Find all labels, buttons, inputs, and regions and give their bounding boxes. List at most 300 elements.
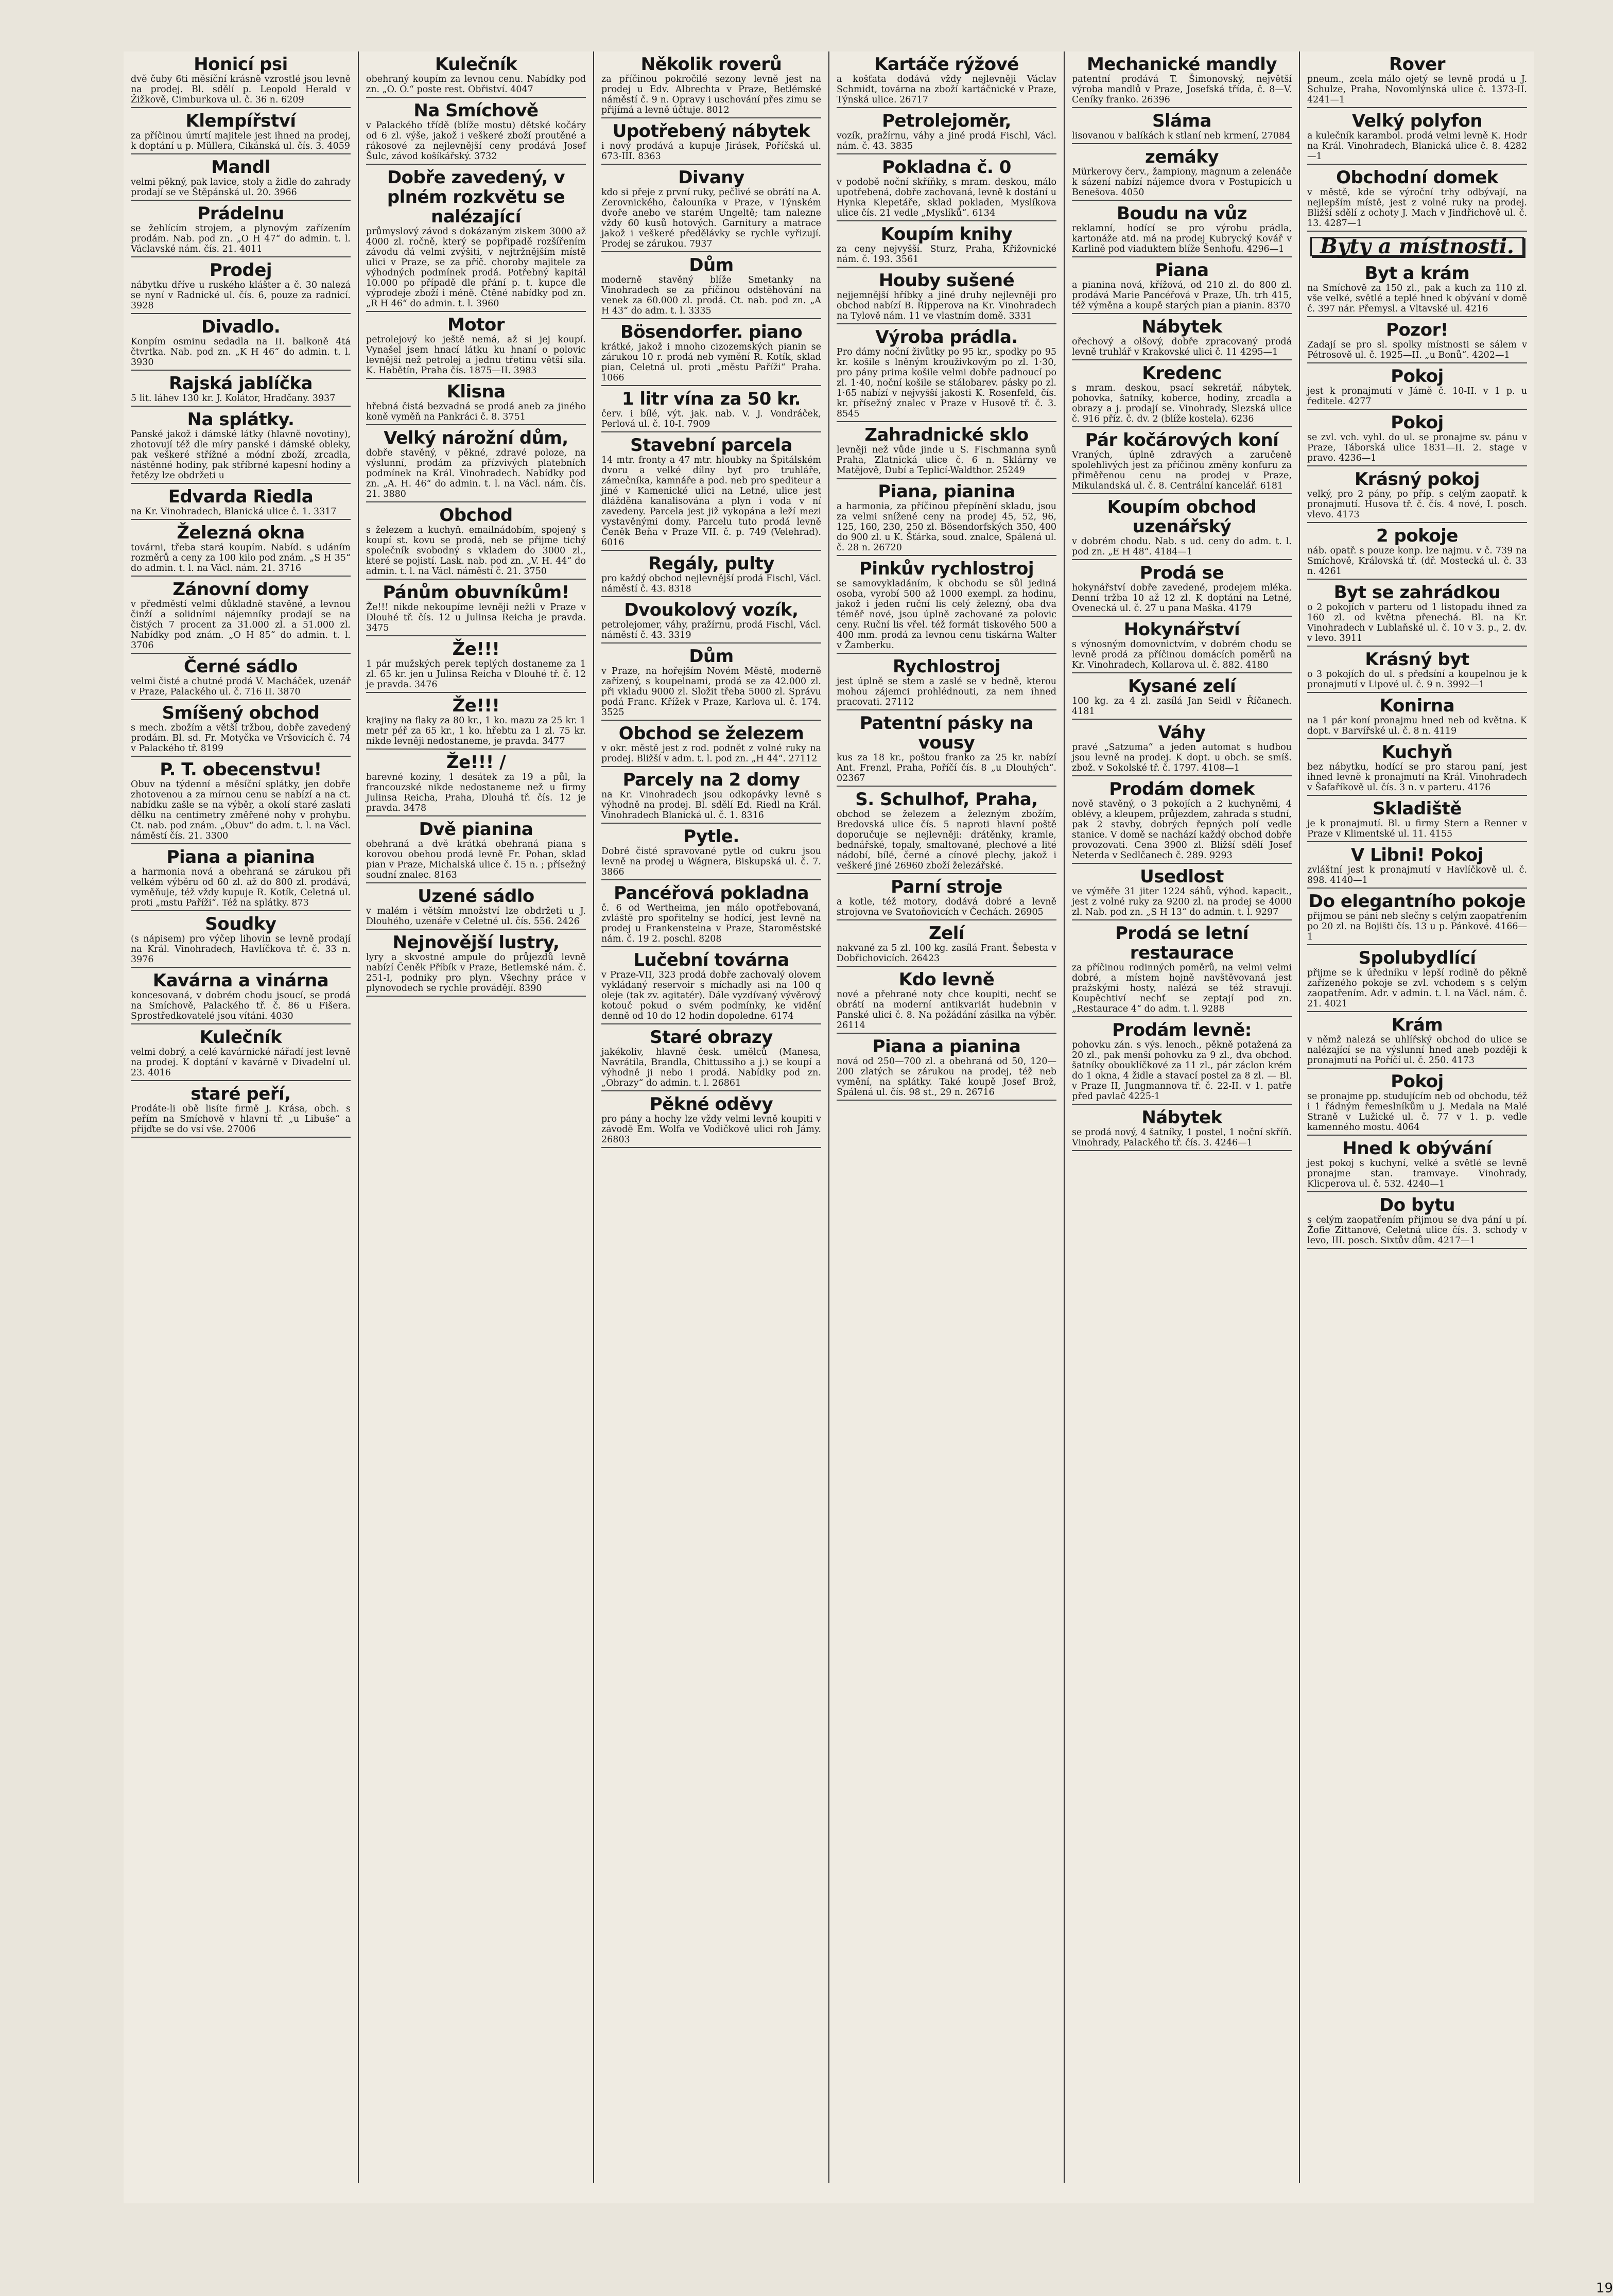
ad-title: Upotřebený nábytek <box>612 121 810 142</box>
ad-body: krátké, jakož i mnoho cizozemských pianin se zárukou 10 r. prodá neb vymění R. Kotík, sklad pian, Celetná ul. proti „městu Paříži“ Praha. 1066 <box>601 342 821 383</box>
classified-ad <box>366 639 586 693</box>
classified-ad <box>1072 317 1292 360</box>
ad-title: Pytle. <box>683 826 739 847</box>
ad-body: je k pronajmutí. Bl. u firmy Stern a Renner v Praze v Klimentské ul. 11. 4155 <box>1307 819 1527 839</box>
ad-separator <box>131 653 351 654</box>
ad-separator <box>1072 426 1292 427</box>
ad-separator <box>131 200 351 201</box>
ad-separator <box>1072 359 1292 360</box>
ad-title: Prodám levně: <box>1112 1020 1252 1040</box>
classified-ad <box>837 271 1056 324</box>
ad-title: Pinkův rychlostroj <box>859 559 1034 579</box>
ad-separator <box>366 311 586 312</box>
classified-ad <box>601 55 821 118</box>
ad-separator <box>366 501 586 502</box>
ad-title: Smíšený obchod <box>162 703 320 723</box>
ad-body: Konpím osminu sedadla na II. balkoně 4tá čtvrtka. Nab. pod zn. „K H 46“ do admin. t. l. 3930 <box>131 337 351 368</box>
ad-separator <box>131 256 351 257</box>
ad-separator <box>1307 795 1527 796</box>
ad-separator <box>601 117 821 118</box>
ad-separator <box>366 815 586 816</box>
classified-ad <box>1307 526 1527 580</box>
ad-title: Kysané zelí <box>1128 676 1236 697</box>
ad-separator <box>837 966 1056 967</box>
ad-title: Zelí <box>928 923 965 944</box>
classified-ad <box>1072 676 1292 720</box>
ad-separator <box>837 709 1056 710</box>
ad-body: krajiny na flaky za 80 kr., 1 ko. mazu za 25 kr. 1 metr péř za 65 kr., 1 ko. hřebtu za 1 zl. 75 kr. nikde levněji nedostaneme, je pravda. 3477 <box>366 716 586 746</box>
ad-separator <box>601 946 821 947</box>
ad-body: v Praze-VII, 323 prodá dobře zachovalý olovem vykládaný reservoir s míchadly asi na 100 q oleje (tak zv. agitatér). Dále vyzdívaný vývěrový kotouč pokud o svém podmínky, ke vidění denně od 10 do 12 hodin dopoledne. 6174 <box>601 970 821 1021</box>
ad-title: Kdo levně <box>898 969 995 990</box>
ad-body: kdo si přeje z první ruky, pečlivé se obrátí na A. Zerovnického, čalouníka v Praze, v Týnském dvoře anebo ve starém Ungeltě; tam nalezne vždy 60 kusů hotových. Garnitury a matrace jakož i veškeré předělávky se rychle vyřizují. Prodej se zárukou. 7937 <box>601 187 821 249</box>
classified-ad <box>131 260 351 314</box>
ad-body: na Kr. Vinohradech jsou odkopávky levně s výhodně na prodej. Bl. sdělí Ed. Riedl na Král. Vinohradech Blanická ul. č. 1. 8316 <box>601 790 821 821</box>
ad-title: Koupím knihy <box>880 224 1013 245</box>
ad-body: za příčinou pokročilé sezony levně jest na prodej u Edv. Albrechta v Praze, Betlémské náměstí č. 9 n. Opravy i uschování přes zimu se přijímá a levně účtuje. 8012 <box>601 74 821 115</box>
ad-separator <box>131 1023 351 1024</box>
classified-ad <box>1072 723 1292 776</box>
ad-separator <box>1072 616 1292 617</box>
ad-title: Hned k obývání <box>1342 1138 1492 1159</box>
classified-ad <box>366 168 586 312</box>
ad-title: Kulečník <box>199 1027 282 1048</box>
ad-body: pohovku zán. s výs. lenoch., pěkně potažená za 20 zl., pak menší pohovku za 9 zl., dva obchod. šatníky obouklíčkové za 11 zl., pár záclon krém do 1 okna, 4 židle a stavací postel za 8 zl. — Bl. v Praze II, Jungmannova tř. č. 22-II. v 1. patře před pavlač 4225-1 <box>1072 1040 1292 1102</box>
ad-body: obehraná a dvě krátká obehraná piana s korovou obehou prodá levně Fr. Pohan, sklad pian v Praze, Michalská ulice č. 15 n. ; přísežný soudní znalec. 8163 <box>366 839 586 880</box>
ad-title: Houby sušené <box>878 270 1015 291</box>
ad-title: Pár kočárových koní <box>1085 430 1279 450</box>
ad-body: nakvané za 5 zl. 100 kg. zasílá Frant. Šebesta v Dobřichovicích. 26423 <box>837 943 1056 964</box>
ad-title: Prodá se <box>1139 563 1224 583</box>
classified-ad <box>131 204 351 257</box>
classified-ad <box>601 389 821 432</box>
classified-ad <box>366 753 586 816</box>
ad-title: Dům <box>689 255 734 275</box>
ad-body: na Kr. Vinohradech, Blanická ulice č. 1. 3317 <box>131 507 337 517</box>
ad-separator <box>366 97 586 98</box>
ad-title: Prodej <box>209 260 272 281</box>
ad-separator <box>366 378 586 379</box>
ad-title: Pokoj <box>1391 412 1444 433</box>
ad-body: továrni, třeba stará koupím. Nabíd. s udáním rozměrů a ceny za 100 kilo pod znám. „S H 35“ do admin. t. l. na Václ. nám. 21. 3716 <box>131 543 351 573</box>
classified-ad <box>131 580 351 654</box>
ad-body: v okr. městě jest z rod. podnět z volné ruky na prodej. Bližší v adm. t. l. pod zn. „H 44“. 27112 <box>601 743 821 764</box>
ad-title: Pokoj <box>1391 1071 1444 1092</box>
ad-separator <box>1307 522 1527 523</box>
ad-body: za ceny nejvyšší. Sturz, Praha, Křižovnické nám. č. 193. 3561 <box>837 244 1056 265</box>
ad-body: Prodáte-li obě lisíte firmě J. Krása, obch. s peřím na Smíchově v hlavní tř. „u Libuše“ a přijďte se do vsí vše. 27006 <box>131 1104 351 1135</box>
ad-separator <box>1072 672 1292 673</box>
ad-body: levněji než vůde jinde u S. Fischmanna synů Praha, Zlatnická ulice č. 6 n. Sklárny ve Matějově, Dubí a Teplicí-Waldthor. 25249 <box>837 445 1056 476</box>
ad-body: velmi dobrý, a celé kavárnické nářadí jest levně na prodej. K doptání v kavárně v Divadelní ul. 23. 4016 <box>131 1047 351 1078</box>
ad-title: Na Smíchově <box>413 100 539 121</box>
ad-body: za příčinou rodinných poměrů, na velmi velmi dobré, a místem hojně navštěvovaná jest pražskými hosty, nalézá se též stravují. Koupěchtiví nechť se zeptají pod zn. „Restaurace 4“ do adm. t. l. 9288 <box>1072 963 1292 1014</box>
ad-title: Pancéřová pokladna <box>614 883 809 903</box>
ad-separator <box>131 406 351 407</box>
ad-separator <box>1307 1011 1527 1012</box>
classified-ad <box>366 55 586 98</box>
ad-title: Obchodní domek <box>1336 167 1498 188</box>
ad-separator <box>366 164 586 165</box>
ad-body: se zvl. vch. vyhl. do ul. se pronajme sv. pánu v Praze, Táborská ulice 1831—II. 2. stage v pravo. 4236—1 <box>1307 432 1527 463</box>
ad-title: Lučební továrna <box>633 950 789 970</box>
column-4 <box>829 51 1065 2183</box>
classified-ad <box>1072 867 1292 920</box>
classified-ad <box>131 523 351 577</box>
column-1 <box>124 51 359 2183</box>
ad-title: Obchod se železem <box>618 723 804 744</box>
ad-separator <box>366 929 586 930</box>
ad-title: Dvoukolový vozík, <box>624 600 799 620</box>
ad-separator <box>837 873 1056 874</box>
ad-title: Piana a pianina <box>166 847 315 867</box>
ad-separator <box>837 478 1056 479</box>
ad-body: v Praze, na hořejším Novém Městě, moderně zařízený, s koupelnami, prodá se za 42.000 zl. při vkladu 9000 zl. Složit třeba 5000 zl. Správu podá Franc. Křížek v Praze, Karlova ul. č. 174. 3525 <box>601 666 821 718</box>
ad-body: ve výměře 31 jiter 1224 sáhů, výhod. kapacit., jest z volné ruky za 9200 zl. na prodej se 4000 zl. Nab. pod zn. „S H 13“ do admin. t. l. 9297 <box>1072 886 1292 917</box>
classified-ad <box>601 255 821 319</box>
ad-title: Klempířství <box>185 111 296 131</box>
ad-title: Konirna <box>1379 695 1455 716</box>
classified-ad <box>837 790 1056 874</box>
ad-title: Byt a krám <box>1364 263 1470 284</box>
classified-ad <box>601 770 821 824</box>
ad-separator <box>1072 107 1292 108</box>
ad-title: Kavárna a vinárna <box>152 970 329 991</box>
ad-body: jest k pronajmutí v Jámě č. 10-II. v 1 p. u ředitele. 4277 <box>1307 386 1527 407</box>
ad-separator <box>1072 200 1292 201</box>
ad-title: Divany <box>678 167 744 188</box>
classified-ad <box>601 554 821 597</box>
classified-ad <box>837 924 1056 967</box>
ad-title: Velký polyfon <box>1351 111 1483 131</box>
ad-body: červ. i bílé, výt. jak. nab. V. J. Vondráček, Perlová ul. č. 10-I. 7909 <box>601 409 821 429</box>
ad-title: Piana, pianina <box>878 481 1015 502</box>
ad-separator <box>1307 841 1527 842</box>
page-number: 19 <box>1596 2281 1613 2296</box>
ad-body: zvláštní jest k pronajmutí v Havlíčkově ul. č. 898. 4140—1 <box>1307 865 1527 885</box>
ad-body: Zadají se pro sl. spolky místnosti se sálem v Pétrosově ul. č. 1925—II. „u Bonů“. 4202—1 <box>1307 340 1527 360</box>
ad-title: Pánům obuvníkům! <box>383 582 569 603</box>
ad-body: a košťata dodává vždy nejlevněji Václav Schmidt, továrna na zboží kartáčnické v Praze, Týnská ulice. 26717 <box>837 74 1056 105</box>
ad-title: Pokladna č. 0 <box>882 157 1011 178</box>
classified-ad <box>837 559 1056 654</box>
ad-separator <box>1307 738 1527 739</box>
classified-ad <box>131 1028 351 1081</box>
ad-separator <box>131 576 351 577</box>
ad-title: 1 litr vína za 50 kr. <box>621 389 801 409</box>
classified-ad <box>601 647 821 721</box>
classified-ad <box>366 428 586 502</box>
ad-body: s mech. zbožím a větší tržbou, dobře zavedený prodám. Bl. sd. Fr. Motyčka ve Vršovicích č. 74 v Palackého tř. 8199 <box>131 723 351 754</box>
ad-body: s výnosným domovnictvím, v dobrém chodu se levně prodá za příčinou domácích poměrů na Kr. Vinohradech, Kollarova ul. č. 882. 4180 <box>1072 639 1292 670</box>
ad-separator <box>837 786 1056 787</box>
ad-body: a kulečník karambol. prodá velmi levně K. Hodr na Král. Vinohradech, Blanická ulice č. 8. 4282—1 <box>1307 131 1527 162</box>
ad-separator <box>131 1080 351 1081</box>
classified-ad <box>1307 413 1527 466</box>
classified-ad <box>1307 469 1527 523</box>
ad-separator <box>601 550 821 551</box>
ad-title: Parní stroje <box>891 877 1002 897</box>
ad-separator <box>1072 775 1292 776</box>
ad-body: s celým zaopatřením přijmou se dva pání u pí. Žofie Zittanové, Celetná ulice čís. 3. schody v levo, III. posch. Sixtův dům. 4217—1 <box>1307 1215 1527 1246</box>
ad-title: Dobře zavedený, v plném rozkvětu se nalézající <box>387 167 565 227</box>
ad-title: P. T. obecenstvu! <box>160 759 322 780</box>
ad-separator <box>837 421 1056 422</box>
classified-ad <box>1072 204 1292 257</box>
ad-body: 14 mtr. fronty a 47 mtr. hloubky na Špitálském dvoru a velké dílny byť pro truhláře, zámečníka, kamnáře a pod. neb pro spediteur a jiné v Kamenické ulici na Letné, ulice jest dlážděna kanalisována a plyn i voda v ní zavedeny. Parcela jest již vykopána a leží mezi vystavěnými domy. Parcelu tuto prodá levně Čeněk Beňa v Praze VII. č. p. 749 (Velehrad). 6016 <box>601 455 821 548</box>
classified-ad <box>1072 1108 1292 1151</box>
classified-ad <box>366 820 586 883</box>
classified-ad <box>1072 924 1292 1017</box>
classified-ad <box>1307 799 1527 842</box>
classified-ad <box>1307 696 1527 739</box>
ad-separator <box>1072 313 1292 314</box>
ad-body: bez nábytku, hodící se pro starou paní, jest ihned levně k pronajmutí na Král. Vinohradech v Šafaříkově ul. čís. 3 n. v parteru. 4176 <box>1307 762 1527 793</box>
ad-title: staré peří, <box>190 1084 291 1104</box>
ad-body: Vraných, úplně zdravých a zaručeně spolehlivých jest za příčinou změny konfuru za přiměřenou cenu na prodej v Praze, Mikulandská ul. č. 8. Centrální kancelář. 6181 <box>1072 450 1292 491</box>
ad-title: Piana <box>1155 260 1209 281</box>
classified-ad <box>131 410 351 484</box>
ad-title: zemáky <box>1145 147 1219 167</box>
ad-body: s mram. deskou, psací sekretář, nábytek, pohovka, šatníky, koberce, hodiny, zrcadla a obrazy a j. prodají se. Vinohrady, Slezská ulice č. 916 příz. č. dv. 2 (blíže kostela). 6236 <box>1072 383 1292 424</box>
ad-title: Kulečník <box>435 54 517 75</box>
ad-separator <box>601 720 821 721</box>
ad-body: Že!!! nikde nekoupíme levněji nežli v Praze v Dlouhé tř. čís. 12 u Julinsa Reicha je pravda. 3475 <box>366 602 586 633</box>
ad-title: Černé sádlo <box>184 656 298 677</box>
ad-separator <box>1307 465 1527 466</box>
ad-separator <box>1307 692 1527 693</box>
ad-body: v Palackého třídě (blíže mostu) dětské kočáry od 6 zl. výše, jakož i veškeré zboží proutěné a rákosové za nejlevnější ceny prodává Josef Šulc, závod košíkářský. 3732 <box>366 120 586 162</box>
classified-ad <box>837 425 1056 479</box>
ad-separator <box>601 1023 821 1024</box>
ad-separator <box>1307 409 1527 410</box>
ad-title: V Libni! Pokoj <box>1351 845 1483 865</box>
ad-body: obchod se železem a železným zbožím, Bredovská ulice čís. 5 naproti hlavní poště doporučuje se nejlevněji: drátěnky, kramle, bednářské, topaly, smaltované, plechové a lité nádobí, bílé, černé a cínové plechy, jakož i veškeré jiné 26960 zboží železářské. <box>837 809 1056 871</box>
ad-separator <box>601 1090 821 1091</box>
ad-separator <box>601 318 821 319</box>
classified-ad <box>131 317 351 371</box>
ad-separator <box>366 692 586 693</box>
classified-ad <box>601 121 821 165</box>
ad-separator <box>131 370 351 371</box>
ad-separator <box>1072 719 1292 720</box>
ad-title: Stavební parcela <box>630 435 792 456</box>
ad-body: přijme se k úředníku v lepší rodině do pěkně zařízeného pokoje se zvl. vchodem s s celým zaopatřením. Adr. v admin. t. l. na Václ. nám. č. 21. 4021 <box>1307 968 1527 1009</box>
ad-body: pro každý obchod nejlevnější prodá Fischl, Václ. náměstí č. 43. 8318 <box>601 573 822 594</box>
classified-ad <box>1307 650 1527 693</box>
classified-ad <box>1072 430 1292 494</box>
ad-body: velký, pro 2 pány, po příp. s celým zaopatř. k pronajmutí. Husova tř. č. čís. 4 nové, I. posch. vlevo. 4173 <box>1307 489 1527 520</box>
ad-separator <box>837 1033 1056 1034</box>
ad-body: v malém i větším množství lze obdržeti u J. Dlouhého, uzenáře v Celetné ul. čís. 556. 2426 <box>366 906 586 927</box>
ad-body: vozík, pražírnu, váhy a jiné prodá Fischl, Václ. nám. č. 43. 3835 <box>837 131 1056 151</box>
ad-title: Pokoj <box>1391 366 1444 387</box>
ad-body: nábytku dříve u ruského klášter a č. 30 nalezá se nyní v Radnické ul. čís. 6, pouze za radnicí. 3928 <box>131 280 351 311</box>
ad-separator <box>601 596 821 597</box>
ad-body: v němž nalezá se uhlířský obchod do ulice se nalézající se na výslunní hned aneb později k pronajmutí na Poříčí ul. č. 250. 4173 <box>1307 1035 1527 1066</box>
ad-body: nová od 250—700 zl. a obehraná od 50, 120—200 zlatých se zárukou na prodej, též neb vymění, na splátky. Také koupě Josef Brož, Spálená ul. čís. 98 st., 29 n. 26716 <box>837 1056 1056 1098</box>
classified-ad <box>131 374 351 407</box>
ad-body: průmyslový závod s dokázaným ziskem 3000 až 4000 zl. ročně, který se popřipadě rozšířením závodu dá velmi zvýšiti, v nejtržnějším místě ulici v Praze, se za příč. choroby majitele za výhodných podmínek prodá. Potřebný kapitál 10.000 po případě dle přání p. t. kupce dle výprodeje zboží i méně. Ctěné nabídky pod zn. „R H 46“ do admin. t. l. 3960 <box>366 227 586 309</box>
ad-body: kus za 18 kr., poštou franko za 25 kr. nabízí Ant. Frenzl, Praha, Poříčí čís. 8 „u Dlouhých“. 02367 <box>837 753 1056 784</box>
ad-title: Krásný pokoj <box>1355 469 1480 490</box>
classified-ad <box>837 327 1056 422</box>
ad-title: S. Schulhof, Praha, <box>855 789 1038 810</box>
classified-ad <box>366 101 586 165</box>
ad-separator <box>837 220 1056 221</box>
ad-title: Mandl <box>211 157 270 178</box>
ad-body: dvě čuby 6ti měsíční krásně vzrostlé jsou levně na prodej. Bl. sdělí p. Leopold Herald v Žižkově, Cimburkova ul. č. 36 n. 6209 <box>131 74 351 105</box>
ad-title: Prodám domek <box>1109 779 1255 799</box>
ad-title: Zahradnické sklo <box>864 425 1029 445</box>
classified-ad <box>1307 168 1527 232</box>
classified-ad <box>601 827 821 880</box>
ad-separator <box>1307 1068 1527 1069</box>
column-3 <box>594 51 829 2183</box>
ad-body: petrolejový ko ještě nemá, až si jej koupí. Vynašel jsem hnací látku ku hnaní o polovic levnější než petrolej a jednu třetinu větší síla. K. Habětín, Praha čís. 1875—II. 3983 <box>366 335 586 376</box>
ad-title: Divadlo. <box>201 317 281 337</box>
ad-body: o 2 pokojích v parteru od 1 listopadu ihned za 160 zl. od května přenechá. Bl. na Kr. Vinohradech v Lublaňské ul. č. 10 v 3. p., 2. dv. v levo. 3911 <box>1307 602 1527 643</box>
classified-ad <box>131 1084 351 1138</box>
ad-body: za příčinou úmrtí majitele jest ihned na prodej, k doptání u p. Müllera, Cikánská ul. čís. 3. 4059 <box>131 131 351 151</box>
ad-body: koncesovaná, v dobrém chodu jsoucí, se prodá na Smíchově, Palackého tř. č. 86 u Fišera. Sprostředkovatelé jsou vítáni. 4030 <box>131 990 351 1021</box>
ad-separator <box>837 267 1056 268</box>
ad-body: Panské jakož i dámské látky (hlavně novotiny), zhotovují též dle míry panské i dámské obleky, pak veškeré střížné a módní zboží, zrcadla, nástěnné hodiny, pak stříbrné kapesní hodiny a řetězy lze obdržeti u <box>131 429 351 481</box>
classified-ad <box>601 168 821 252</box>
classified-ad <box>1307 1015 1527 1069</box>
ad-body: se samovykladáním, k obchodu se sůl jediná osoba, vyrobí 500 až 1000 exempl. za hodinu, jakož i jeden ruční lis celý železný, oba dva téměř nové, jsou úplně zachované za polovic ceny. Ruční lis vřel. též formát tiskového 500 a 400 mm. prodá za levnou cenu tiskárna Walter v Žamberku. <box>837 579 1056 651</box>
ad-title: Motor <box>447 315 505 335</box>
ad-body: a kotle, též motory, dodává dobré a levně strojovna ve Svatoňovicích v Čechách. 26905 <box>837 897 1056 917</box>
column-5 <box>1065 51 1300 2183</box>
ad-separator <box>1307 1191 1527 1192</box>
ad-body: hokynářství dobře zavedené, prodejem mléka. Denní tržba 10 až 12 zl. K doptání na Letné, Ovenecká ul. č. 27 u pana Maška. 4179 <box>1072 583 1292 614</box>
ad-title: Regály, pulty <box>648 553 774 574</box>
classified-ad <box>601 436 821 551</box>
ad-title: Boudu na vůz <box>1116 203 1247 224</box>
ad-title: Velký nárožní dům, <box>384 428 568 448</box>
classified-ad <box>366 696 586 750</box>
classified-ad <box>837 714 1056 787</box>
ad-title: Hokynářství <box>1123 619 1240 640</box>
classified-ad <box>131 760 351 844</box>
classified-ad <box>601 883 821 947</box>
ad-separator <box>1307 164 1527 165</box>
ad-body: Dobré čisté spravované pytle od cukru jsou levně na prodej u Wágnera, Biskupská ul. č. 7. 3866 <box>601 846 821 877</box>
ad-body: pro pány a hochy lze vždy velmi levně koupiti v závodě Em. Wolfa ve Vodičkově ulici roh Jámy. 26803 <box>601 1114 821 1145</box>
classified-ad <box>366 382 586 425</box>
classified-ad <box>837 111 1056 154</box>
ad-title: Honicí psi <box>194 54 288 75</box>
ad-separator <box>1307 944 1527 945</box>
ad-separator <box>837 153 1056 154</box>
classified-ad <box>131 55 351 108</box>
classified-ad <box>366 933 586 997</box>
classified-ad <box>601 1028 821 1091</box>
classified-ad <box>1307 583 1527 647</box>
ad-body: lisovanou v balíkách k stlaní neb krmení, 27084 <box>1072 131 1291 141</box>
ad-separator <box>1307 107 1527 108</box>
ad-title: Do elegantního pokoje <box>1308 891 1526 912</box>
ad-separator <box>837 555 1056 556</box>
ad-title: Byt se zahrádkou <box>1333 582 1501 603</box>
ad-separator <box>837 107 1056 108</box>
ad-body: moderně stavěný blíže Smetanky na Vinohradech se za příčinou odstěhování na venek za 60.000 zl. prodá. Ct. nab. pod zn. „A H 43“ do adm. t. l. 3335 <box>601 275 821 316</box>
ad-separator <box>131 107 351 108</box>
classified-ad <box>1307 1139 1527 1192</box>
ad-title: Parcely na 2 domy <box>622 770 800 790</box>
ad-separator <box>601 251 821 252</box>
ad-body: náb. opatř. s pouze konp. lze najmu. v č. 739 na Smíchově, Královská tř. (dř. Mostecká ul. č. 33 n. 4261 <box>1307 546 1527 577</box>
classified-ad <box>1072 497 1292 560</box>
classified-ad <box>1307 1195 1527 1249</box>
ad-separator <box>131 699 351 700</box>
classified-ad <box>131 111 351 154</box>
ad-body: na Smíchově za 150 zl., pak a kuch za 110 zl. vše velké, světlé a teplé hned k obývání v domě č. 397 nár. Přemysl. a Vltavské ul. 4216 <box>1307 283 1527 314</box>
ad-body: se prodá nový, 4 šatníky, 1 postel, 1 noční skříň. Vinohrady, Palackého tř. čís. 3. 4246—1 <box>1072 1127 1292 1148</box>
ad-body: přijmou se páni neb slečny s celým zaopatřením po 20 zl. na Bojišti čís. 13 u p. Pánkové. 4166—1 <box>1307 911 1527 942</box>
ad-separator <box>131 313 351 314</box>
classified-ad <box>1307 55 1527 108</box>
ad-separator <box>601 766 821 767</box>
classified-ad <box>601 322 821 386</box>
ad-body: lyry a skvostné ampule do průjezdů levně nabízí Čeněk Příbík v Praze, Betlemské nám. č. 251-I, podniky pro plyn. Všechny práce v plynovodech se rychle provádějí. 8390 <box>366 952 586 994</box>
ad-title: 2 pokoje <box>1376 526 1458 546</box>
ad-title: Staré obrazy <box>650 1027 773 1048</box>
ad-separator <box>1307 888 1527 889</box>
ad-title: Mechanické mandly <box>1086 54 1277 75</box>
ad-body: v městě, kde se výroční trhy odbývají, na nejlepším místě, jest z volné ruky na prodej. Bližší sdělí z ochoty J. Mach v Jindřichově ul. č. 13. 4287—1 <box>1307 187 1527 229</box>
classified-ad <box>1307 742 1527 796</box>
classified-ad <box>601 950 821 1024</box>
ad-title: Klisna <box>446 381 506 402</box>
ad-body: a harmonia nová a obehraná se zárukou při velkém výběru od 60 zl. až do 800 zl. prodává, vyměňuje, též vždy kupuje R. Kotík, Celetná ul. proti „mstu Paříži“. Též na splátky. 873 <box>131 867 351 908</box>
classified-ad <box>837 970 1056 1034</box>
ad-body: 5 lit. láhev 130 kr. J. Kolátor, Hradčany. 3937 <box>131 393 336 404</box>
ad-separator <box>1072 559 1292 560</box>
classified-ad <box>1072 260 1292 314</box>
classified-ad <box>837 1037 1056 1101</box>
ad-separator <box>366 579 586 580</box>
ad-body: v podobě noční skříňky, s mram. deskou, málo upotřebená, dobře zachovaná, levně k dostání u Hynka Klepetáře, sklad pokladen, Myslíkova ulice čís. 21 vedle „Myslíků“. 6134 <box>837 177 1056 218</box>
ad-separator <box>1072 1016 1292 1017</box>
classified-ad <box>837 224 1056 268</box>
ad-separator <box>1072 863 1292 864</box>
classified-ad <box>131 914 351 968</box>
classified-ad <box>1072 563 1292 617</box>
ad-separator <box>131 910 351 911</box>
ad-separator <box>131 519 351 520</box>
classified-ad <box>1307 892 1527 945</box>
ad-body: obehraný koupím za levnou cenu. Nabídky pod zn. „O. O.“ poste rest. Obřiství. 4047 <box>366 74 586 95</box>
ad-title: Že!!! / <box>446 752 506 773</box>
ad-body: o 3 pokojích do ul. s předsíní a koupelnou je k pronajmutí v Lipové ul. č. 9 n. 3992—1 <box>1307 669 1527 690</box>
ad-separator <box>1072 1150 1292 1151</box>
ad-title: Pěkné oděvy <box>649 1094 773 1115</box>
classified-ad <box>1072 147 1292 201</box>
classified-ad <box>1072 620 1292 673</box>
ad-body: a pianina nová, křížová, od 210 zl. do 800 zl. prodává Marie Pancéřová v Praze, Uh. trh 415, též výměna a koupě starých pian a pianin. 8370 <box>1072 280 1292 311</box>
ad-body: se žehlícím strojem, a plynovým zařízením prodám. Nab. pod zn. „O H 47“ do admin. t. l. Václavské nám. čís. 21. 4011 <box>131 223 351 254</box>
classified-ad <box>601 724 821 767</box>
classified-ad <box>1307 320 1527 363</box>
section-banner: Byty a místnosti. <box>1310 237 1524 256</box>
ad-title: Výroba prádla. <box>875 327 1018 347</box>
ad-separator <box>131 756 351 757</box>
ad-title: Patentní pásky na vousy <box>859 713 1034 753</box>
ad-title: Spolubydlící <box>1358 948 1476 968</box>
ad-body: č. 6 od Wertheima, jen málo opotřebovaná, zvláště pro spořitelny se hodící, jest levně na prodej u Frankensteina v Praze, Staroměstské nám. č. 19 2. poschl. 8208 <box>601 903 821 944</box>
